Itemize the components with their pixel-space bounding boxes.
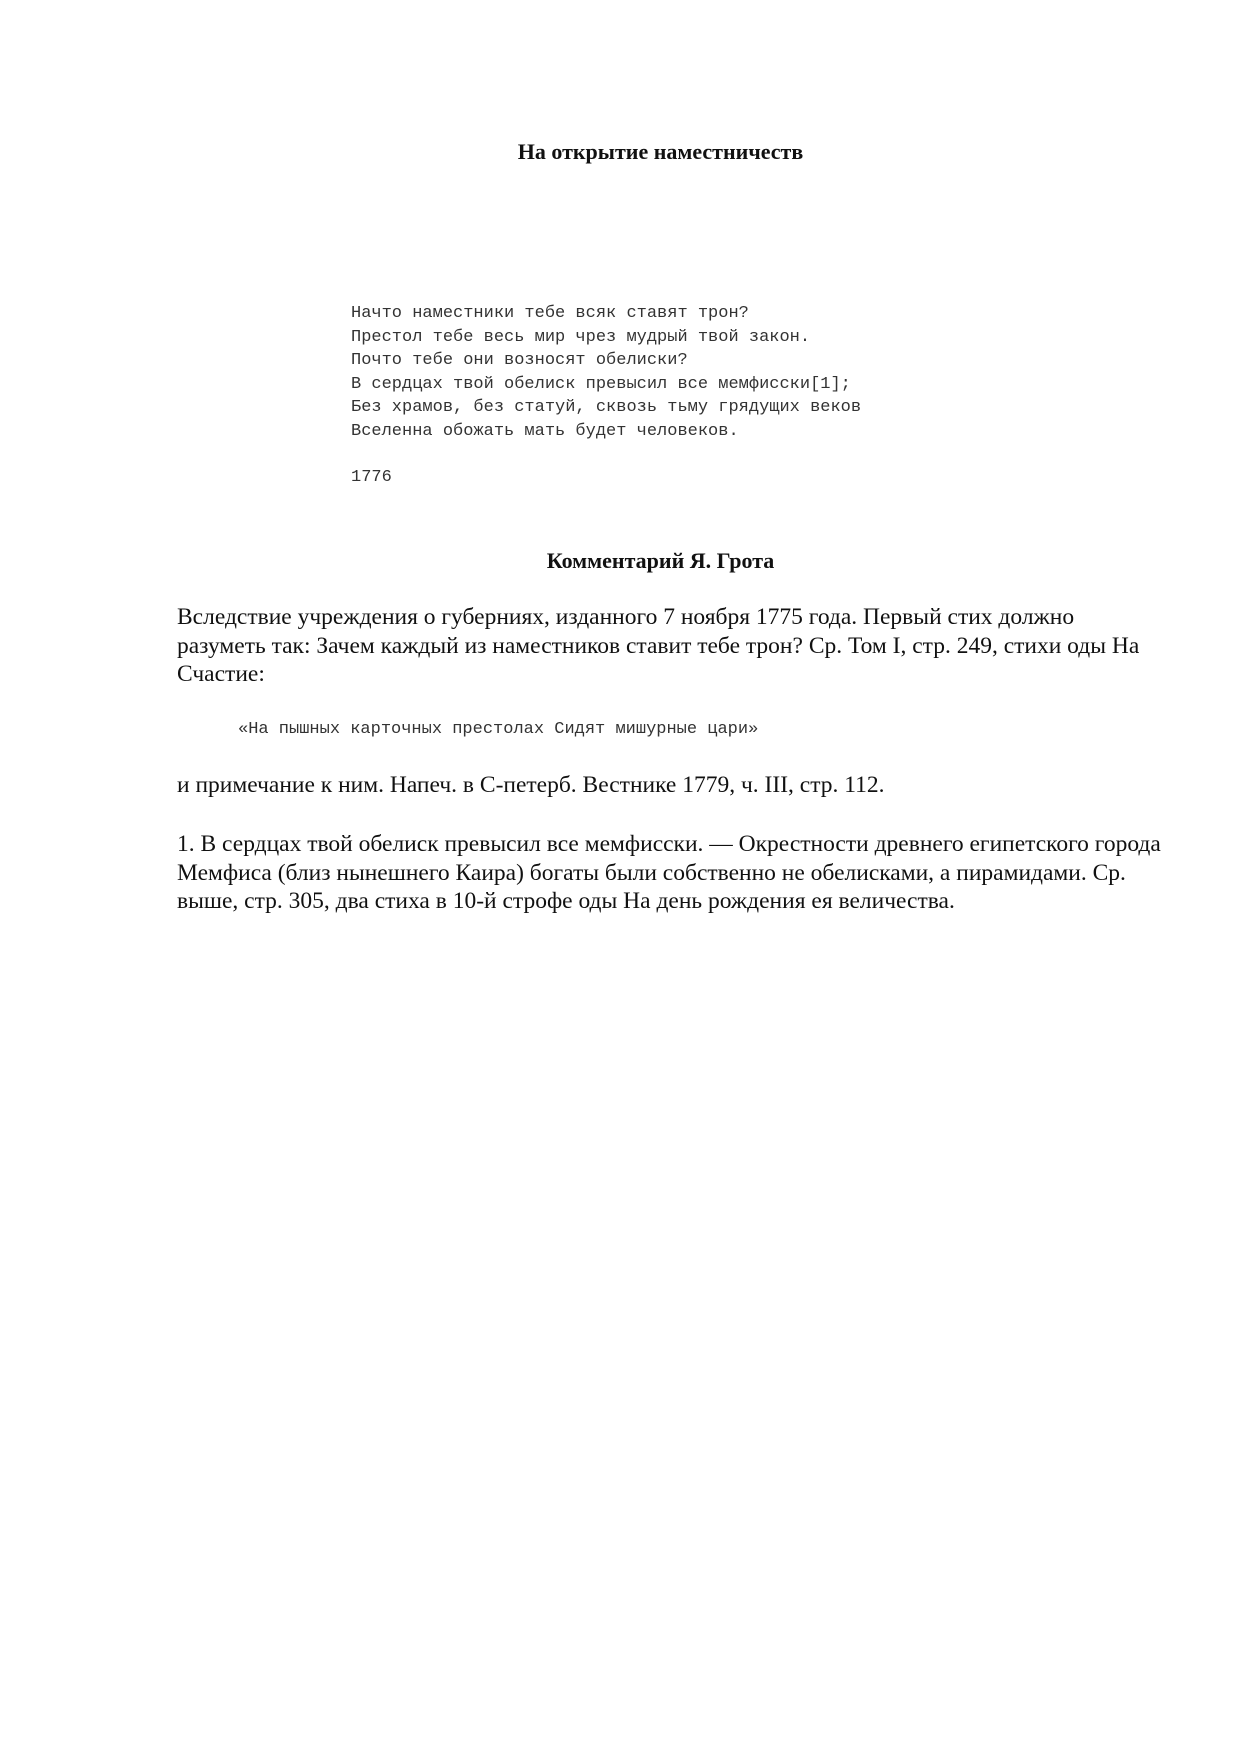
poem-line: Почто тебе они возносят обелиски? — [351, 351, 688, 370]
poem-block — [351, 302, 861, 443]
poem-line: Без храмов, без статуй, сквозь тьму грядущих веков — [351, 398, 862, 417]
commentary-paragraph: и примечание к ним. Напеч. в С-петерб. Вестнике 1779, ч. III, стр. 112. — [177, 772, 885, 798]
page-title: На открытие наместничеств — [517, 139, 804, 164]
poem-line: Престол тебе весь мир чрез мудрый твой закон. — [351, 327, 811, 347]
poem-date: 1776 — [351, 468, 392, 487]
footnote: 1. В сердцах твой обелиск превысил все мемфисски. — Окрестности древнего египетского города Мемфиса (близ нынешнего Каира) богаты были собственно не обелисками, а пирамидами. Ср. выше, стр. 305, два стиха в 10-й строфе оды На день рождения ея величества. — [177, 831, 1161, 914]
poem-line: Вселенна обожать мать будет человеков. — [351, 421, 739, 441]
commentary-title: Комментарий Я. Грота — [546, 548, 775, 573]
poem-line: Начто наместники тебе всяк ставят трон? — [351, 304, 749, 323]
commentary-paragraph: Вследствие учреждения о губерниях, изданного 7 ноября 1775 года. Первый стих должно разуметь так: Зачем каждый из наместников ставит тебе трон? Ср. Том I, стр. 249, стихи оды На Счастие: — [177, 604, 1140, 687]
poem-line: В сердцах твой обелиск превысил все мемфисски[1]; — [351, 374, 851, 394]
commentary-quote: «На пышных карточных престолах Сидят мишурные цари» — [238, 720, 759, 739]
